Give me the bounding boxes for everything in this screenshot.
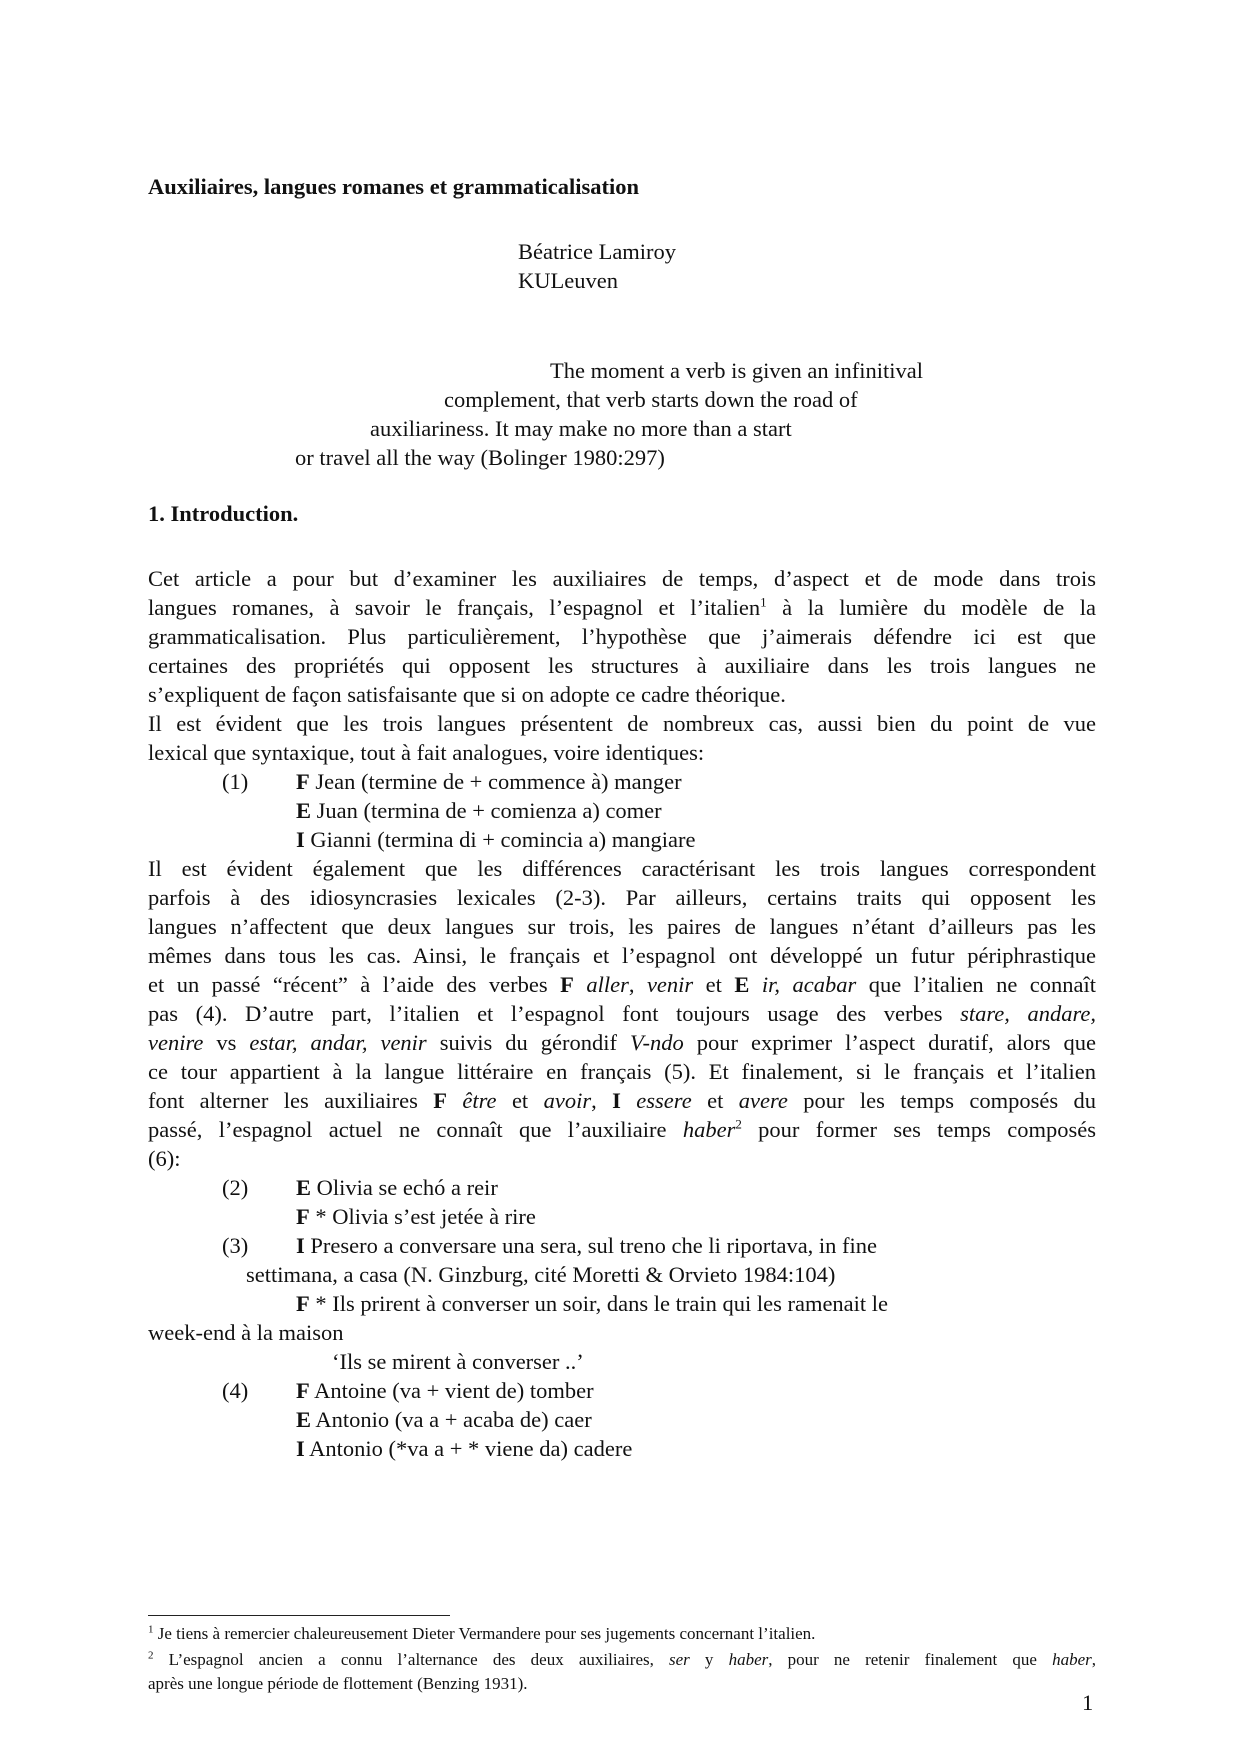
author-name: Béatrice Lamiroy xyxy=(518,239,677,264)
body-line: parfois à des idiosyncrasies lexicales (2-3). Par ailleurs, certains traits qui opposent les xyxy=(148,885,1096,910)
body-line: passé, l’espagnol actuel ne connaît que l’auxiliaire haber$^2$ pour former ses temps composés xyxy=(148,1116,1096,1142)
paper-title: Auxiliaires, langues romanes et grammaticalisation xyxy=(148,174,640,199)
example-line: E Olivia se echó a reir xyxy=(296,1175,498,1200)
body-line: (6): xyxy=(148,1146,181,1171)
body-line: venire vs estar, andar, venir suivis du gérondif V-ndo pour exprimer l’aspect duratif, alors que xyxy=(148,1030,1096,1055)
example-line: E Antonio (va a + acaba de) caer xyxy=(296,1407,592,1432)
body-line: ce tour appartient à la langue littéraire en français (5). Et finalement, si le français et l’italien xyxy=(148,1059,1096,1084)
body-line: Il est évident également que les différences caractérisant les trois langues correspondent xyxy=(148,856,1096,881)
footnote-2: $^2$ L’espagnol ancien a connu l’alternance des deux auxiliaires, ser y haber, pour ne retenir finalement que haber, xyxy=(148,1649,1096,1669)
body-line: et un passé “récent” à l’aide des verbes F aller, venir et E ir, acabar que l’italien ne connaît xyxy=(148,972,1097,997)
example-number: (1) xyxy=(222,769,249,794)
example-line: E Juan (termina de + comienza a) comer xyxy=(296,798,662,823)
body-line: pas (4). D’autre part, l’italien et l’espagnol font toujours usage des verbes stare, andare, xyxy=(148,1001,1097,1026)
example-line: I Gianni (termina di + comincia a) mangiare xyxy=(296,827,696,852)
example-line: I Antonio (*va a + * viene da) cadere xyxy=(296,1436,633,1461)
example-line: F * Olivia s’est jetée à rire xyxy=(296,1204,536,1229)
example-line: I Presero a conversare una sera, sul treno che li riportava, in fine xyxy=(296,1233,878,1258)
body-line: mêmes dans tous les cas. Ainsi, le français et l’espagnol ont développé un futur périphrastique xyxy=(148,943,1096,968)
body-line: font alterner les auxiliaires F être et avoir, I essere et avere pour les temps composés du xyxy=(148,1088,1097,1113)
epigraph-line: auxiliariness. It may make no more than a start xyxy=(370,416,792,441)
example-line: F Jean (termine de + commence à) manger xyxy=(296,769,682,794)
footnote-1: $^1$ Je tiens à remercier chaleureusement Dieter Vermandere pour ses jugements concernant l’italien. xyxy=(148,1623,816,1643)
example-number: (3) xyxy=(222,1233,249,1258)
epigraph-line: The moment a verb is given an infinitival xyxy=(550,358,924,383)
section-heading: 1. Introduction. xyxy=(148,501,299,526)
epigraph-line: or travel all the way (Bolinger 1980:297) xyxy=(295,445,665,470)
body-line: Cet article a pour but d’examiner les auxiliaires de temps, d’aspect et de mode dans trois xyxy=(148,566,1096,591)
footnote-ref: 1 xyxy=(760,594,767,610)
example-gloss: ‘Ils se mirent à converser ..’ xyxy=(332,1349,584,1374)
example-number: (2) xyxy=(222,1175,249,1200)
example-line: week-end à la maison xyxy=(148,1320,344,1345)
body-line: grammaticalisation. Plus particulièrement, l’hypothèse que j’aimerais défendre ici est que xyxy=(148,624,1096,649)
body-line: langues n’affectent que deux langues sur trois, les paires de langues n’étant d’ailleurs pas les xyxy=(148,914,1096,939)
example-number: (4) xyxy=(222,1378,249,1403)
page-number: 1 xyxy=(1082,1690,1094,1715)
body-line: certaines des propriétés qui opposent les structures à auxiliaire dans les trois langues ne xyxy=(148,653,1096,678)
body-line: langues romanes, à savoir le français, l’espagnol et l’italien$^1$ à la lumière du modèle de la xyxy=(148,594,1096,620)
example-line: F * Ils prirent à converser un soir, dans le train qui les ramenait le xyxy=(296,1291,889,1316)
author-affiliation: KULeuven xyxy=(518,268,618,293)
epigraph-line: complement, that verb starts down the road of xyxy=(444,387,858,412)
body-line: s’expliquent de façon satisfaisante que si on adopte ce cadre théorique. xyxy=(148,682,786,707)
example-line: settimana, a casa (N. Ginzburg, cité Moretti & Orvieto 1984:104) xyxy=(246,1262,836,1287)
body-line: lexical que syntaxique, tout à fait analogues, voire identiques: xyxy=(148,740,705,765)
body-line: Il est évident que les trois langues présentent de nombreux cas, aussi bien du point de vue xyxy=(148,711,1096,736)
footnote-ref: 2 xyxy=(735,1116,742,1132)
footnote-separator xyxy=(148,1615,450,1616)
example-line: F Antoine (va + vient de) tomber xyxy=(296,1378,594,1403)
footnote-2-continued: après une longue période de flottement (Benzing 1931). xyxy=(148,1674,528,1693)
